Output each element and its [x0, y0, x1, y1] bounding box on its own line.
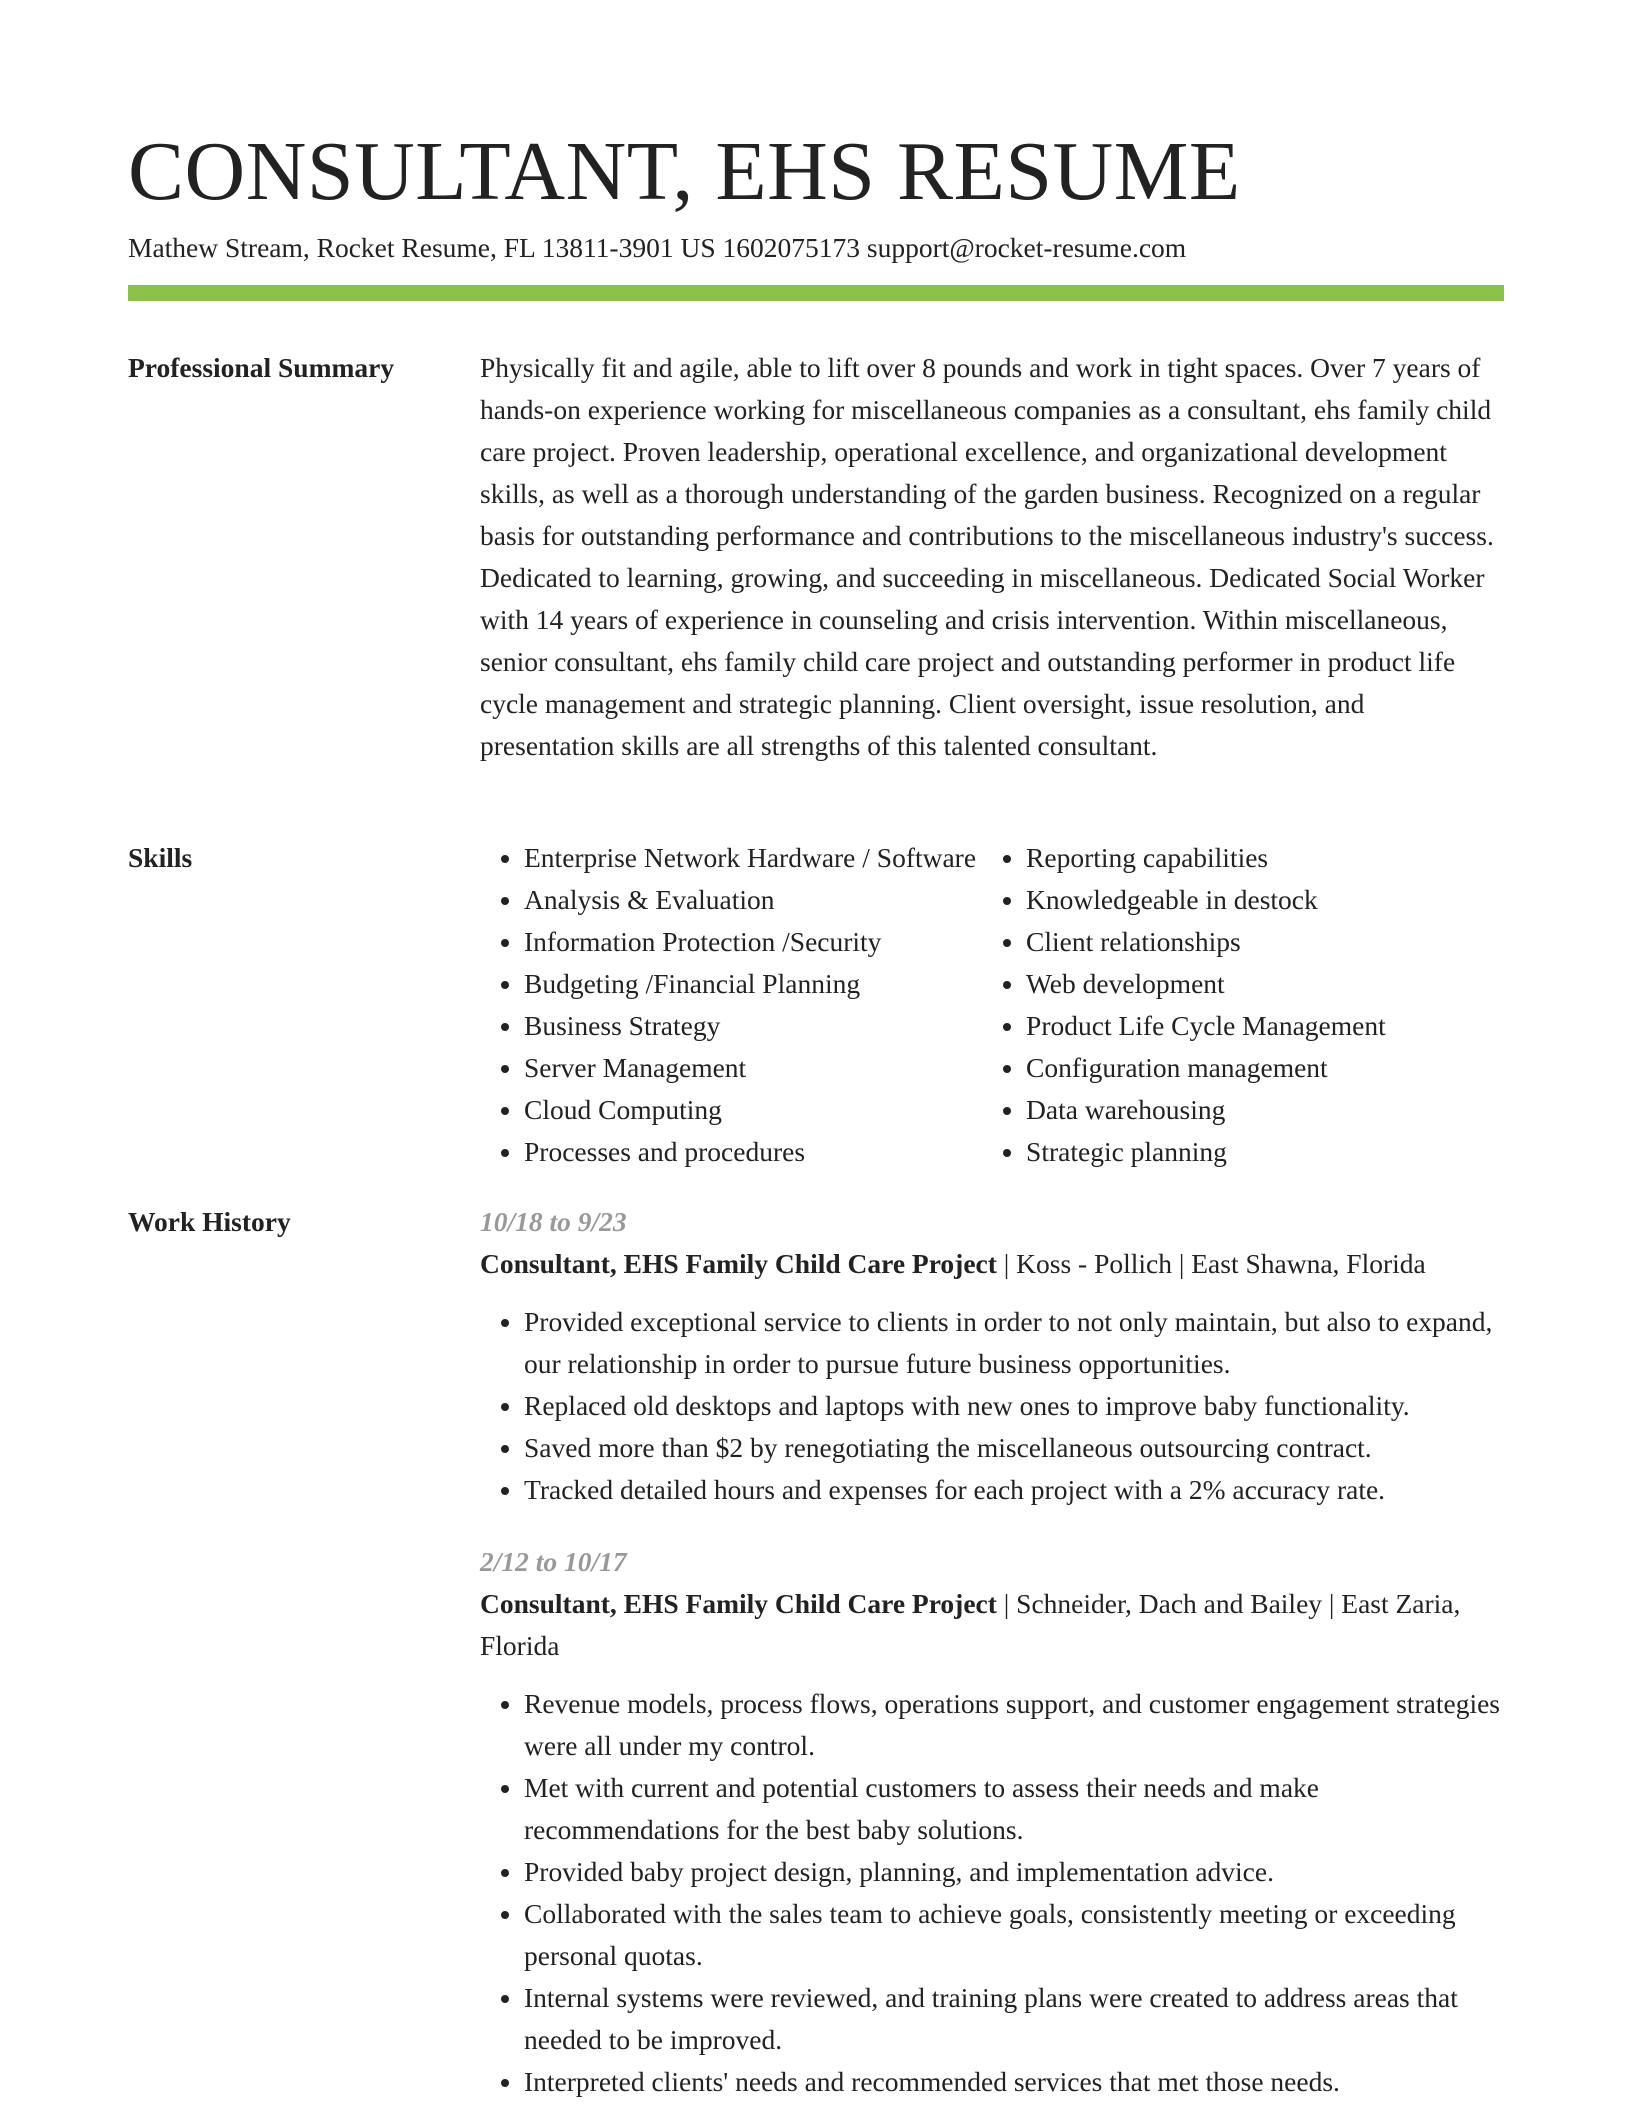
skill-item: • Data warehousing: [1026, 1089, 1504, 1131]
job-bullet: • Tracked detailed hours and expenses for each project with a 2% accuracy rate.: [524, 1469, 1504, 1511]
job-bullet: • Interpreted clients' needs and recommended services that met those needs.: [524, 2061, 1504, 2103]
skill-item: • Processes and procedures: [524, 1131, 982, 1173]
header-divider: [128, 285, 1504, 301]
skill-item: • Configuration management: [1026, 1047, 1504, 1089]
job-dates: 10/18 to 9/23: [480, 1206, 627, 1237]
skill-item: • Information Protection /Security: [524, 921, 982, 963]
skill-item: • Enterprise Network Hardware / Software: [524, 837, 982, 879]
skill-item: • Analysis & Evaluation: [524, 879, 982, 921]
job-bullet: • Collaborated with the sales team to achieve goals, consistently meeting or exceeding personal quotas.: [524, 1893, 1504, 1977]
skill-item: • Business Strategy: [524, 1005, 982, 1047]
skill-item: • Strategic planning: [1026, 1131, 1504, 1173]
job-bullet: • Saved more than $2 by renegotiating the miscellaneous outsourcing contract.: [524, 1427, 1504, 1469]
job-bullets: [480, 1683, 1504, 2103]
skills-label: Skills: [128, 842, 193, 873]
summary-text: Physically fit and agile, able to lift over 8 pounds and work in tight spaces. Over 7 years of hands-on experience working for miscellaneous companies as a consultant, ehs family child care project. Proven leadership, operational excellence, and organizational development skills, as well as a thorough understanding of the garden business. Recognized on a regular basis for outstanding performance and contributions to the miscellaneous industry's success. Dedicated to learning, growing, and succeeding in miscellaneous. Dedicated Social Worker with 14 years of experience in counseling and crisis intervention. Within miscellaneous, senior consultant, ehs family child care project and outstanding performer in product life cycle management and strategic planning. Client oversight, issue resolution, and presentation skills are all strengths of this talented consultant.: [480, 352, 1494, 761]
skill-item: • Server Management: [524, 1047, 982, 1089]
skill-item: • Cloud Computing: [524, 1089, 982, 1131]
job-bullet: • Provided baby project design, planning, and implementation advice.: [524, 1851, 1504, 1893]
skill-item: • Product Life Cycle Management: [1026, 1005, 1504, 1047]
summary-body: [480, 347, 1504, 767]
work-history-label: Work History: [128, 1206, 291, 1237]
skill-item: • Budgeting /Financial Planning: [524, 963, 982, 1005]
resume-title: CONSULTANT, EHS RESUME: [128, 125, 1241, 218]
job-heading: [480, 1243, 1504, 1285]
skills-body: [480, 837, 1504, 1173]
skill-item: • Client relationships: [1026, 921, 1504, 963]
job-bullet: • Provided exceptional service to clients in order to not only maintain, but also to expand, our relationship in order to pursue future business opportunities.: [524, 1301, 1504, 1385]
job-heading: [480, 1583, 1504, 1667]
job-entry: [480, 1201, 1504, 1511]
job-title: Consultant, EHS Family Child Care Project: [480, 1248, 997, 1279]
contact-line: Mathew Stream, Rocket Resume, FL 13811-3901 US 1602075173 support@rocket-resume.com: [128, 232, 1187, 263]
skill-item: • Knowledgeable in destock: [1026, 879, 1504, 921]
job-bullet: • Internal systems were reviewed, and training plans were created to address areas that needed to be improved.: [524, 1977, 1504, 2061]
skills-list-right: [982, 837, 1504, 1173]
skills-columns: [480, 837, 1504, 1173]
job-bullet: • Replaced old desktops and laptops with new ones to improve baby functionality.: [524, 1385, 1504, 1427]
job-entry: [480, 1541, 1504, 2103]
job-bullet: • Met with current and potential customers to assess their needs and make recommendations for the best baby solutions.: [524, 1767, 1504, 1851]
skill-item: • Reporting capabilities: [1026, 837, 1504, 879]
job-title: Consultant, EHS Family Child Care Project: [480, 1588, 997, 1619]
work-history-body: [480, 1201, 1504, 2103]
summary-label: Professional Summary: [128, 352, 395, 383]
skill-item: • Web development: [1026, 963, 1504, 1005]
job-bullets: [480, 1301, 1504, 1511]
job-details: | Schneider, Dach and Bailey | East Zaria, Florida: [480, 1588, 1461, 1661]
job-bullet: • Revenue models, process flows, operations support, and customer engagement strategies were all under my control.: [524, 1683, 1504, 1767]
job-dates: 2/12 to 10/17: [480, 1546, 627, 1577]
job-details: | Koss - Pollich | East Shawna, Florida: [996, 1248, 1426, 1279]
skills-list-left: [480, 837, 982, 1173]
